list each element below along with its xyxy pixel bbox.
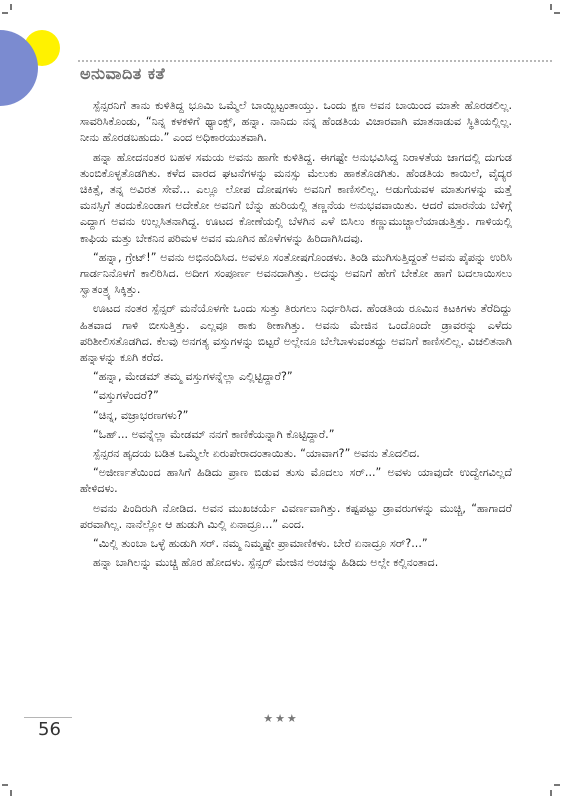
crop-mark	[554, 12, 560, 14]
crop-mark	[10, 790, 12, 796]
paragraph: “ಹನ್ನಾ, ಗ್ರೇಟ್‌!” ಅವನು ಅಭಿನಂದಿಸಿದ. ಅವಳೂ ಸಂತೋಷಗೊಂಡಳು. ತಿಂಡಿ ಮುಗಿಸುತ್ತಿದ್ದಂತೆ ಅವನು ಪೈಪನ್ನು ಉರಿಸಿ ಗಾರ್ಡನಿನೊಳಗೆ ಕಾಲಿರಿಸಿದ. ಅದೀಗ ಸಂಪೂರ್ಣ ಅವನದಾಗಿತ್ತು. ಅದನ್ನು ಅವನಿಗೆ ಹೇಗೆ ಬೇಕೋ ಹಾಗೆ ಬದಲಾಯಿಸಲು ಸ್ವಾತಂತ್ರ್ಯ ಸಿಕ್ಕಿತ್ತು.	[80, 250, 512, 297]
crop-mark	[2, 12, 8, 14]
paragraph: ಅವನು ಪಿಂದಿರುಗಿ ನೋಡಿದ. ಅವನ ಮುಖಚರ್ಯೆ ವಿವರ್ಣವಾಗಿತ್ತು. ಕಷ್ಟಪಟ್ಟು ಡ್ರಾವರುಗಳನ್ನು ಮುಚ್ಚಿ, “ಹಾಗಾದರೆ ಪರವಾಗಿಲ್ಲ. ನಾನೆಲ್ಲೋ ಆ ಹುಡುಗಿ ಮಿಲ್ಲಿ ಏನಾದ್ರೂ...” ಎಂದ.	[80, 501, 512, 531]
page-title: ಅನುವಾದಿತ ಕತೆ	[80, 64, 166, 83]
crop-mark	[554, 784, 560, 786]
corner-decoration-icon	[0, 0, 80, 120]
paragraph: ಊಟದ ನಂತರ ಸ್ಪೆನ್ಸರ್‌ ಮನೆಯೊಳಗೇ ಒಂದು ಸುತ್ತು ತಿರುಗಲು ನಿರ್ಧರಿಸಿದ. ಹೆಂಡತಿಯ ರೂಮಿನ ಕಿಟಕಿಗಳು ತೆರೆದಿದ್ದು ಹಿತವಾದ ಗಾಳಿ ಬೀಸುತ್ತಿತ್ತು. ಎಲ್ಲವೂ ಠಾಕು ಠೀಕಾಗಿತ್ತು. ಅವನು ಮೇಜಿನ ಒಂದೊಂದೇ ಡ್ರಾವರನ್ನು ಎಳೆದು ಪರಿಶೀಲಿಸತೊಡಗಿದ. ಕೆಲವು ಅನಗತ್ಯ ವಸ್ತುಗಳನ್ನು ಬಿಟ್ಟರೆ ಅಲ್ಲೇನೂ ಬೆಲೆಬಾಳುವಂತದ್ದು ಅವನಿಗೆ ಕಾಣಿಸಲಿಲ್ಲ. ವಿಚಲಿತನಾಗಿ ಹನ್ನಾಳನ್ನು ಕೂಗಿ ಕರೆದ.	[80, 302, 512, 365]
paragraph: ಹನ್ನಾ ಬಾಗಿಲನ್ನು ಮುಚ್ಚಿ ಹೊರ ಹೋದಳು. ಸ್ಪೆನ್ಸರ್‌ ಮೇಜಿನ ಅಂಚನ್ನು ಹಿಡಿದು ಅಲ್ಲೇ ಕಲ್ಲಿನಂತಾದ.	[93, 556, 439, 570]
crop-mark	[550, 4, 552, 10]
folio-rule	[24, 717, 72, 718]
crop-mark	[550, 790, 552, 796]
paragraph: ಹನ್ನಾ ಹೋದನಂತರ ಬಹಳ ಸಮಯ ಅವನು ಹಾಗೇ ಕುಳಿತಿದ್ದ. ಈಗಷ್ಟೇ ಅನುಭವಿಸಿದ್ದ ನಿರಾಳತೆಯ ಜಾಗದಲ್ಲಿ ದುಗುಡ ತುಂಬಿಕೊಳ್ಳತೊಡಗಿತು. ಕಳೆದ ವಾರದ ಘಟನೆಗಳನ್ನು ಮನಸ್ಸು ಮೆಲುಕು ಹಾಕತೊಡಗಿತು. ಹೆಂಡತಿಯ ಕಾಯಿಲೆ, ವೈದ್ಯರ ಚಿಕಿತ್ಸೆ, ತನ್ನ ಅವಿರತ ಸೇವೆ... ಎಲ್ಲೂ ಲೋಪ ದೋಷಗಳು ಅವನಿಗೆ ಕಾಣಿಸಲಿಲ್ಲ. ಅಡುಗೆಯವಳ ಮಾತುಗಳನ್ನು ಮತ್ತೆ ಮನಸ್ಸಿಗೆ ತಂದುಕೊಂಡಾಗ ಅದೇಕೋ ಅವನಿಗೆ ಬೆನ್ನು ಹುರಿಯಲ್ಲಿ ತಣ್ಣನೆಯ ಅನುಭವವಾಯಿತು. ಆದರೆ ಮಾರನೆಯ ಬೆಳಿಗ್ಗೆ ಎದ್ದಾಗ ಅವನು ಉಲ್ಲಸಿತನಾಗಿದ್ದ. ಊಟದ ಕೋಣೆಯಲ್ಲಿ ಬೆಳಗಿನ ಎಳೆ ಬಿಸಿಲು ಕಣ್ಣುಮುಚ್ಚಾಲೆಯಾಡುತ್ತಿತ್ತು. ಗಾಳಿಯಲ್ಲಿ ಕಾಫಿಯ ಮತ್ತು ಬೇಕನಿನ ಪರಿಮಳ ಅವನ ಮೂಗಿನ ಹೊಳೆಗಳನ್ನು ಹಿರಿದಾಗಿಸಿದವು.	[80, 150, 512, 245]
page-number: 56	[38, 719, 61, 740]
paragraph: “ಚಿನ್ನ, ವಜ್ರಾಭರಣಗಳು?”	[93, 408, 189, 422]
end-mark-stars: ★★★	[263, 712, 299, 725]
paragraph: “ವಸ್ತುಗಳೆಂದರೆ?”	[93, 389, 159, 403]
crop-mark	[10, 4, 12, 10]
paragraph: “ಹನ್ನಾ, ಮೇಡಮ್‌ ತಮ್ಮ ವಸ್ತುಗಳನ್ನೆಲ್ಲಾ ಎಲ್ಲಿಟ್ಟಿದ್ದಾರೆ?”	[93, 370, 293, 384]
paragraph: “ಓಹ್‌... ಅವನ್ನೆಲ್ಲಾ ಮೇಡಮ್‌ ನನಗೆ ಕಾಣಿಕೆಯನ್ನಾಗಿ ಕೊಟ್ಟಿದ್ದಾರೆ.”	[93, 427, 335, 441]
paragraph: ಸ್ಪೆನ್ಸರನಿಗೆ ತಾನು ಕುಳಿತಿದ್ದ ಭೂಮಿ ಒಮ್ಮೆಲೆ ಬಾಯ್ಬಿಟ್ಟಂತಾಯ್ತು. ಒಂದು ಕ್ಷಣ ಅವನ ಬಾಯಿಂದ ಮಾತೇ ಹೊರಡಲಿಲ್ಲ. ಸಾವರಿಸಿಕೊಂಡು, “ನಿನ್ನ ಕಳಕಳಿಗೆ ಥ್ಯಾಂಕ್ಸ್‌, ಹನ್ನಾ. ನಾನಿದು ನನ್ನ ಹೆಂಡತಿಯ ವಿಚಾರವಾಗಿ ಮಾತನಾಡುವ ಸ್ಥಿತಿಯಲ್ಲಿಲ್ಲ. ನೀನು ಹೊರಡಬಹುದು.” ಎಂದ ಅಧಿಕಾರಯುತವಾಗಿ.	[80, 99, 512, 145]
header-dotted-rule	[78, 60, 552, 62]
paragraph: “ಅಜೀರ್ಣತೆಯಿಂದ ಹಾಸಿಗೆ ಹಿಡಿದು ಪ್ರಾಣ ಬಿಡುವ ತುಸು ಮೊದಲು ಸರ್‌...” ಅವಳು ಯಾವುದೇ ಉದ್ವೇಗವಿಲ್ಲದೆ ಹೇಳಿದಳು.	[80, 466, 512, 496]
crop-mark	[2, 784, 8, 786]
paragraph: ಸ್ಪೆನ್ಸರನ ಹೃದಯ ಬಡಿತ ಒಮ್ಮೆಲೇ ಏರುಪೇರಾದಂತಾಯಿತು. “ಯಾವಾಗ?” ಅವನು ತೊದಲಿದ.	[93, 447, 420, 461]
paragraph: “ಮಿಲ್ಲಿ ತುಂಬಾ ಒಳ್ಳೆ ಹುಡುಗಿ ಸರ್‌. ನಮ್ಮ ನಿಮ್ಮಷ್ಟೇ ಪ್ರಾಮಾಣಿಕಳು. ಬೇರೆ ಏನಾದ್ರೂ ಸರ್‌?...”	[93, 537, 428, 551]
story-body	[80, 98, 512, 574]
